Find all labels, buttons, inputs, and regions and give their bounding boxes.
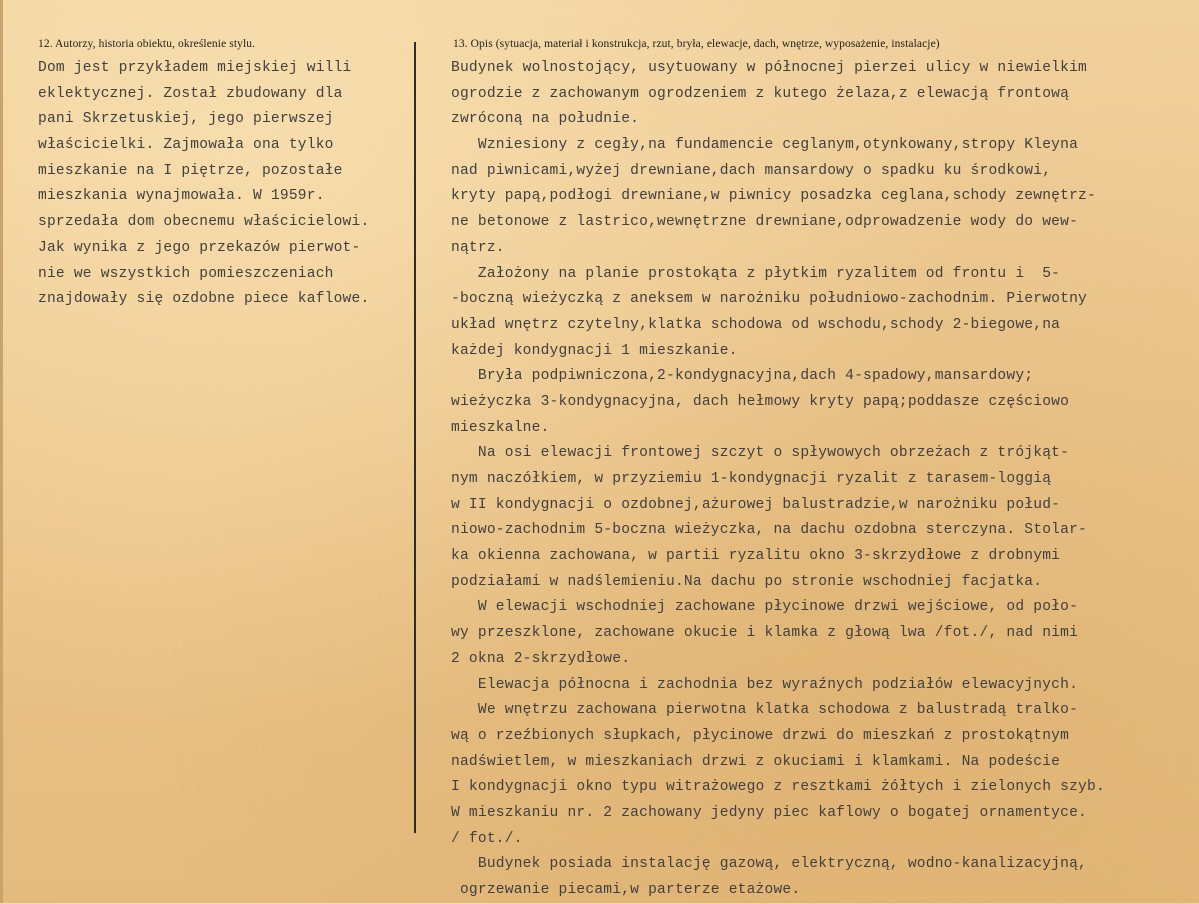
text-line: We wnętrzu zachowana pierwotna klatka schodowa z balustradą tralko- [451,702,1079,719]
text-line: kryty papą,podłogi drewniane,w piwnicy posadzka ceglana,schody zewnętrz- [451,188,1096,205]
text-line: mieszkalne. [451,419,550,436]
text-line: pani Skrzetuskiej, jego pierwszej [38,111,334,128]
text-line: Bryła podpiwniczona,2-kondygnacyjna,dach 4-spadowy,mansardowy; [451,368,1034,385]
text-line: ogrzewanie piecami,w parterze etażowe. [451,882,801,898]
text-line: nie we wszystkich pomieszczeniach [38,265,334,282]
text-line: ogrodzie z zachowanym ogrodzeniem z kutego żelaza,z elewacją frontową [451,85,1070,102]
text-line: W mieszkaniu nr. 2 zachowany jedyny piec kaflowy o bogatej ornamentyce. [451,804,1087,821]
section-12-text [38,56,369,313]
text-line: Założony na planie prostokąta z płytkim ryzalitem od frontu i 5- [451,265,1061,282]
text-line: ka okienna zachowana, w partii ryzalitu okno 3-skrzydłowe z drobnymi [451,548,1061,565]
text-line: każdej kondygnacji 1 mieszkanie. [451,342,738,359]
text-line: niowo-zachodnim 5-boczna wieżyczka, na dachu ozdobna sterczyna. Stolar- [451,522,1087,539]
text-line: W elewacji wschodniej zachowane płycinowe drzwi wejściowe, od poło- [451,599,1079,616]
column-divider [414,42,416,833]
text-line: Na osi elewacji frontowej szczyt o spływowych obrzeżach z trójkąt- [451,445,1070,462]
text-line: Budynek wolnostojący, usytuowany w północnej pierzei ulicy w niewielkim [451,60,1087,76]
text-line: ne betonowe z lastrico,wewnętrzne drewniane,odprowadzenie wody do wew- [451,214,1079,231]
section-13-heading: 13. Opis (sytuacja, materiał i konstrukcja, rzut, bryła, elewacje, dach, wnętrze, wyposażenie, instalacje) [453,38,940,50]
text-line: w II kondygnacji o ozdobnej,ażurowej balustradzie,w narożniku połud- [451,496,1061,513]
text-line: wieżyczka 3-kondygnacyjna, dach hełmowy kryty papą;poddasze częściowo [451,393,1070,410]
text-line: Budynek posiada instalację gazową, elektryczną, wodno-kanalizacyjną, [451,856,1087,873]
text-line: zwróconą na południe. [451,111,640,128]
text-line: nadświetlem, w mieszkaniach drzwi z okuciami i klamkami. Na podeście [451,753,1061,770]
text-line: Elewacja północna i zachodnia bez wyraźnych podziałów elewacyjnych. [451,676,1079,693]
text-line: właścicielki. Zajmowała ona tylko [38,137,334,154]
text-line: -boczną wieżyczką z aneksem w narożniku południowo-zachodnim. Pierwotny [451,291,1087,308]
section-12-heading: 12. Autorzy, historia obiektu, określenie stylu. [38,38,256,50]
text-line: nątrz. [451,239,505,256]
text-line: I kondygnacji okno typu witrażowego z resztkami żółtych i zielonych szyb. [451,779,1105,796]
text-line: nad piwnicami,wyżej drewniane,dach mansardowy o spadku ku środkowi, [451,162,1052,179]
scan-edge [0,0,3,903]
text-line: układ wnętrz czytelny,klatka schodowa od wschodu,schody 2-biegowe,na [451,316,1061,333]
text-line: nym naczółkiem, w przyziemiu 1-kondygnacji ryzalit z tarasem-loggią [451,471,1052,487]
text-line: wą o rzeźbionych słupkach, płycinowe drzwi do mieszkań z prostokątnym [451,727,1070,744]
text-line: eklektycznej. Został zbudowany dla [38,85,343,102]
text-line: znajdowały się ozdobne piece kaflowe. [38,291,370,308]
text-line: / fot./. [451,830,523,847]
text-line: Wzniesiony z cegły,na fundamencie ceglanym,otynkowany,stropy Kleyna [451,137,1079,154]
text-line: mieszkania wynajmowała. W 1959r. [38,188,325,205]
text-line: sprzedała dom obecnemu właścicielowi. [38,214,370,231]
text-line: Jak wynika z jego przekazów pierwot- [38,239,361,256]
text-line: Dom jest przykładem miejskiej willi [38,60,352,76]
section-13-text [451,56,1105,904]
text-line: 2 okna 2-skrzydłowe. [451,650,631,667]
text-line: podziałami w nadślemieniu.Na dachu po stronie wschodniej facjatka. [451,573,1043,590]
text-line: mieszkanie na I piętrze, pozostałe [38,162,343,179]
text-line: wy przeszklone, zachowane okucie i klamka z głową lwa /fot./, nad nimi [451,625,1079,642]
